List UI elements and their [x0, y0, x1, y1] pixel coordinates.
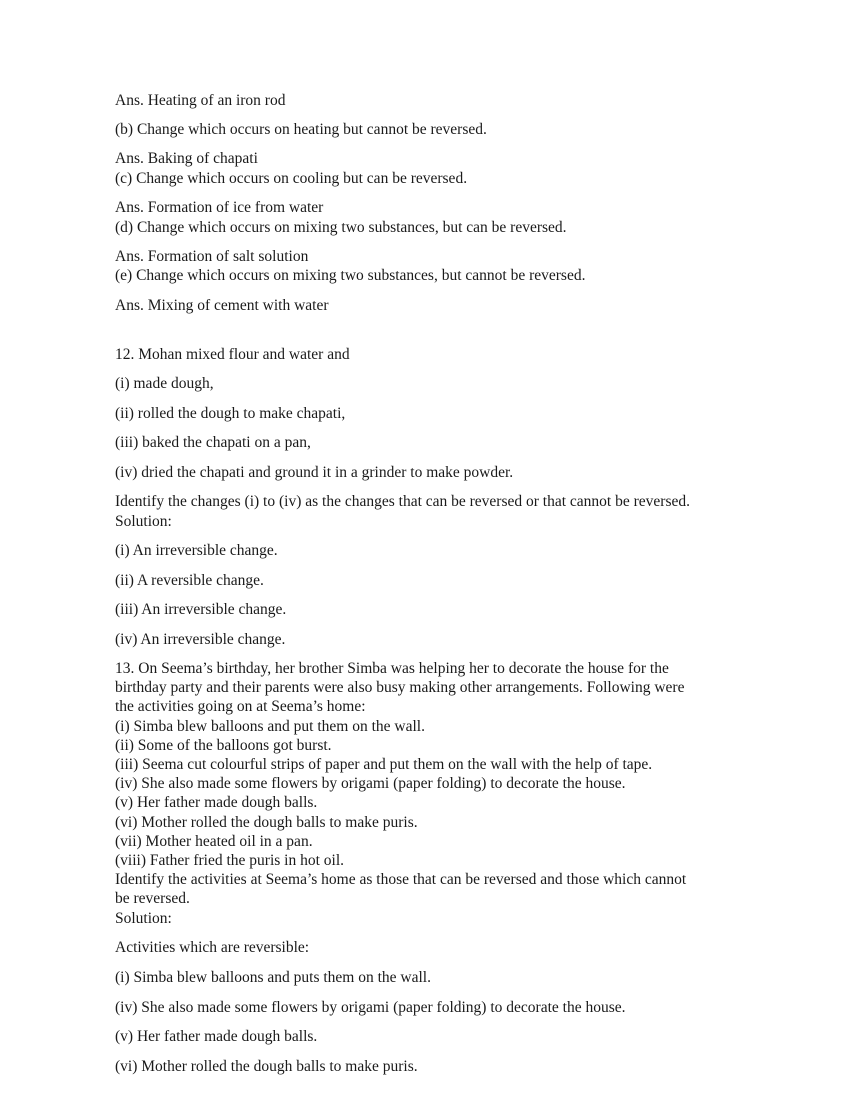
list-item: (vii) Mother heated oil in a pan.	[115, 833, 313, 850]
list-item: (v) Her father made dough balls.	[115, 1028, 318, 1045]
list-item: (i) An irreversible change.	[115, 542, 278, 559]
list-item: (ii) rolled the dough to make chapati,	[115, 405, 346, 422]
answer-line: Ans. Mixing of cement with water	[115, 297, 329, 314]
list-item: (iii) An irreversible change.	[115, 601, 287, 618]
answer-line: Ans. Baking of chapati	[115, 150, 258, 167]
question-line: Identify the activities at Seema’s home as those that can be reversed and those which cannot	[115, 871, 687, 888]
list-item: (iii) Seema cut colourful strips of paper and put them on the wall with the help of tape.	[115, 756, 653, 773]
question-12-heading: 12. Mohan mixed flour and water and	[115, 346, 350, 363]
question-13-heading: 13. On Seema’s birthday, her brother Simba was helping her to decorate the house for the	[115, 660, 669, 677]
answer-line: Ans. Formation of salt solution	[115, 248, 309, 265]
list-item: (iii) baked the chapati on a pan,	[115, 434, 311, 451]
question-line: birthday party and their parents were also busy making other arrangements. Following were	[115, 679, 685, 696]
list-item: (vi) Mother rolled the dough balls to make puris.	[115, 814, 418, 831]
list-item: (v) Her father made dough balls.	[115, 794, 318, 811]
question-line: (c) Change which occurs on cooling but can be reversed.	[115, 170, 468, 187]
question-line: be reversed.	[115, 890, 190, 907]
list-item: (i) Simba blew balloons and put them on the wall.	[115, 718, 425, 735]
list-item: (iv) She also made some flowers by origami (paper folding) to decorate the house.	[115, 775, 626, 792]
question-line: (b) Change which occurs on heating but cannot be reversed.	[115, 121, 487, 138]
list-item: (ii) A reversible change.	[115, 572, 264, 589]
question-line: (e) Change which occurs on mixing two substances, but cannot be reversed.	[115, 267, 586, 284]
section-heading: Activities which are reversible:	[115, 939, 310, 956]
solution-label: Solution:	[115, 910, 172, 927]
answer-line: Ans. Formation of ice from water	[115, 199, 324, 216]
list-item: (iv) She also made some flowers by origami (paper folding) to decorate the house.	[115, 999, 626, 1016]
list-item: (vi) Mother rolled the dough balls to make puris.	[115, 1058, 418, 1075]
list-item: (ii) Some of the balloons got burst.	[115, 737, 332, 754]
list-item: (iv) dried the chapati and ground it in a grinder to make powder.	[115, 464, 514, 481]
list-item: (iv) An irreversible change.	[115, 631, 286, 648]
question-line: Identify the changes (i) to (iv) as the changes that can be reversed or that cannot be reversed.	[115, 493, 690, 510]
list-item: (i) Simba blew balloons and puts them on the wall.	[115, 969, 431, 986]
question-line: (d) Change which occurs on mixing two substances, but can be reversed.	[115, 219, 567, 236]
list-item: (i) made dough,	[115, 375, 214, 392]
list-item: (viii) Father fried the puris in hot oil.	[115, 852, 345, 869]
solution-label: Solution:	[115, 513, 172, 530]
question-line: the activities going on at Seema’s home:	[115, 698, 366, 715]
answer-line: Ans. Heating of an iron rod	[115, 92, 286, 109]
